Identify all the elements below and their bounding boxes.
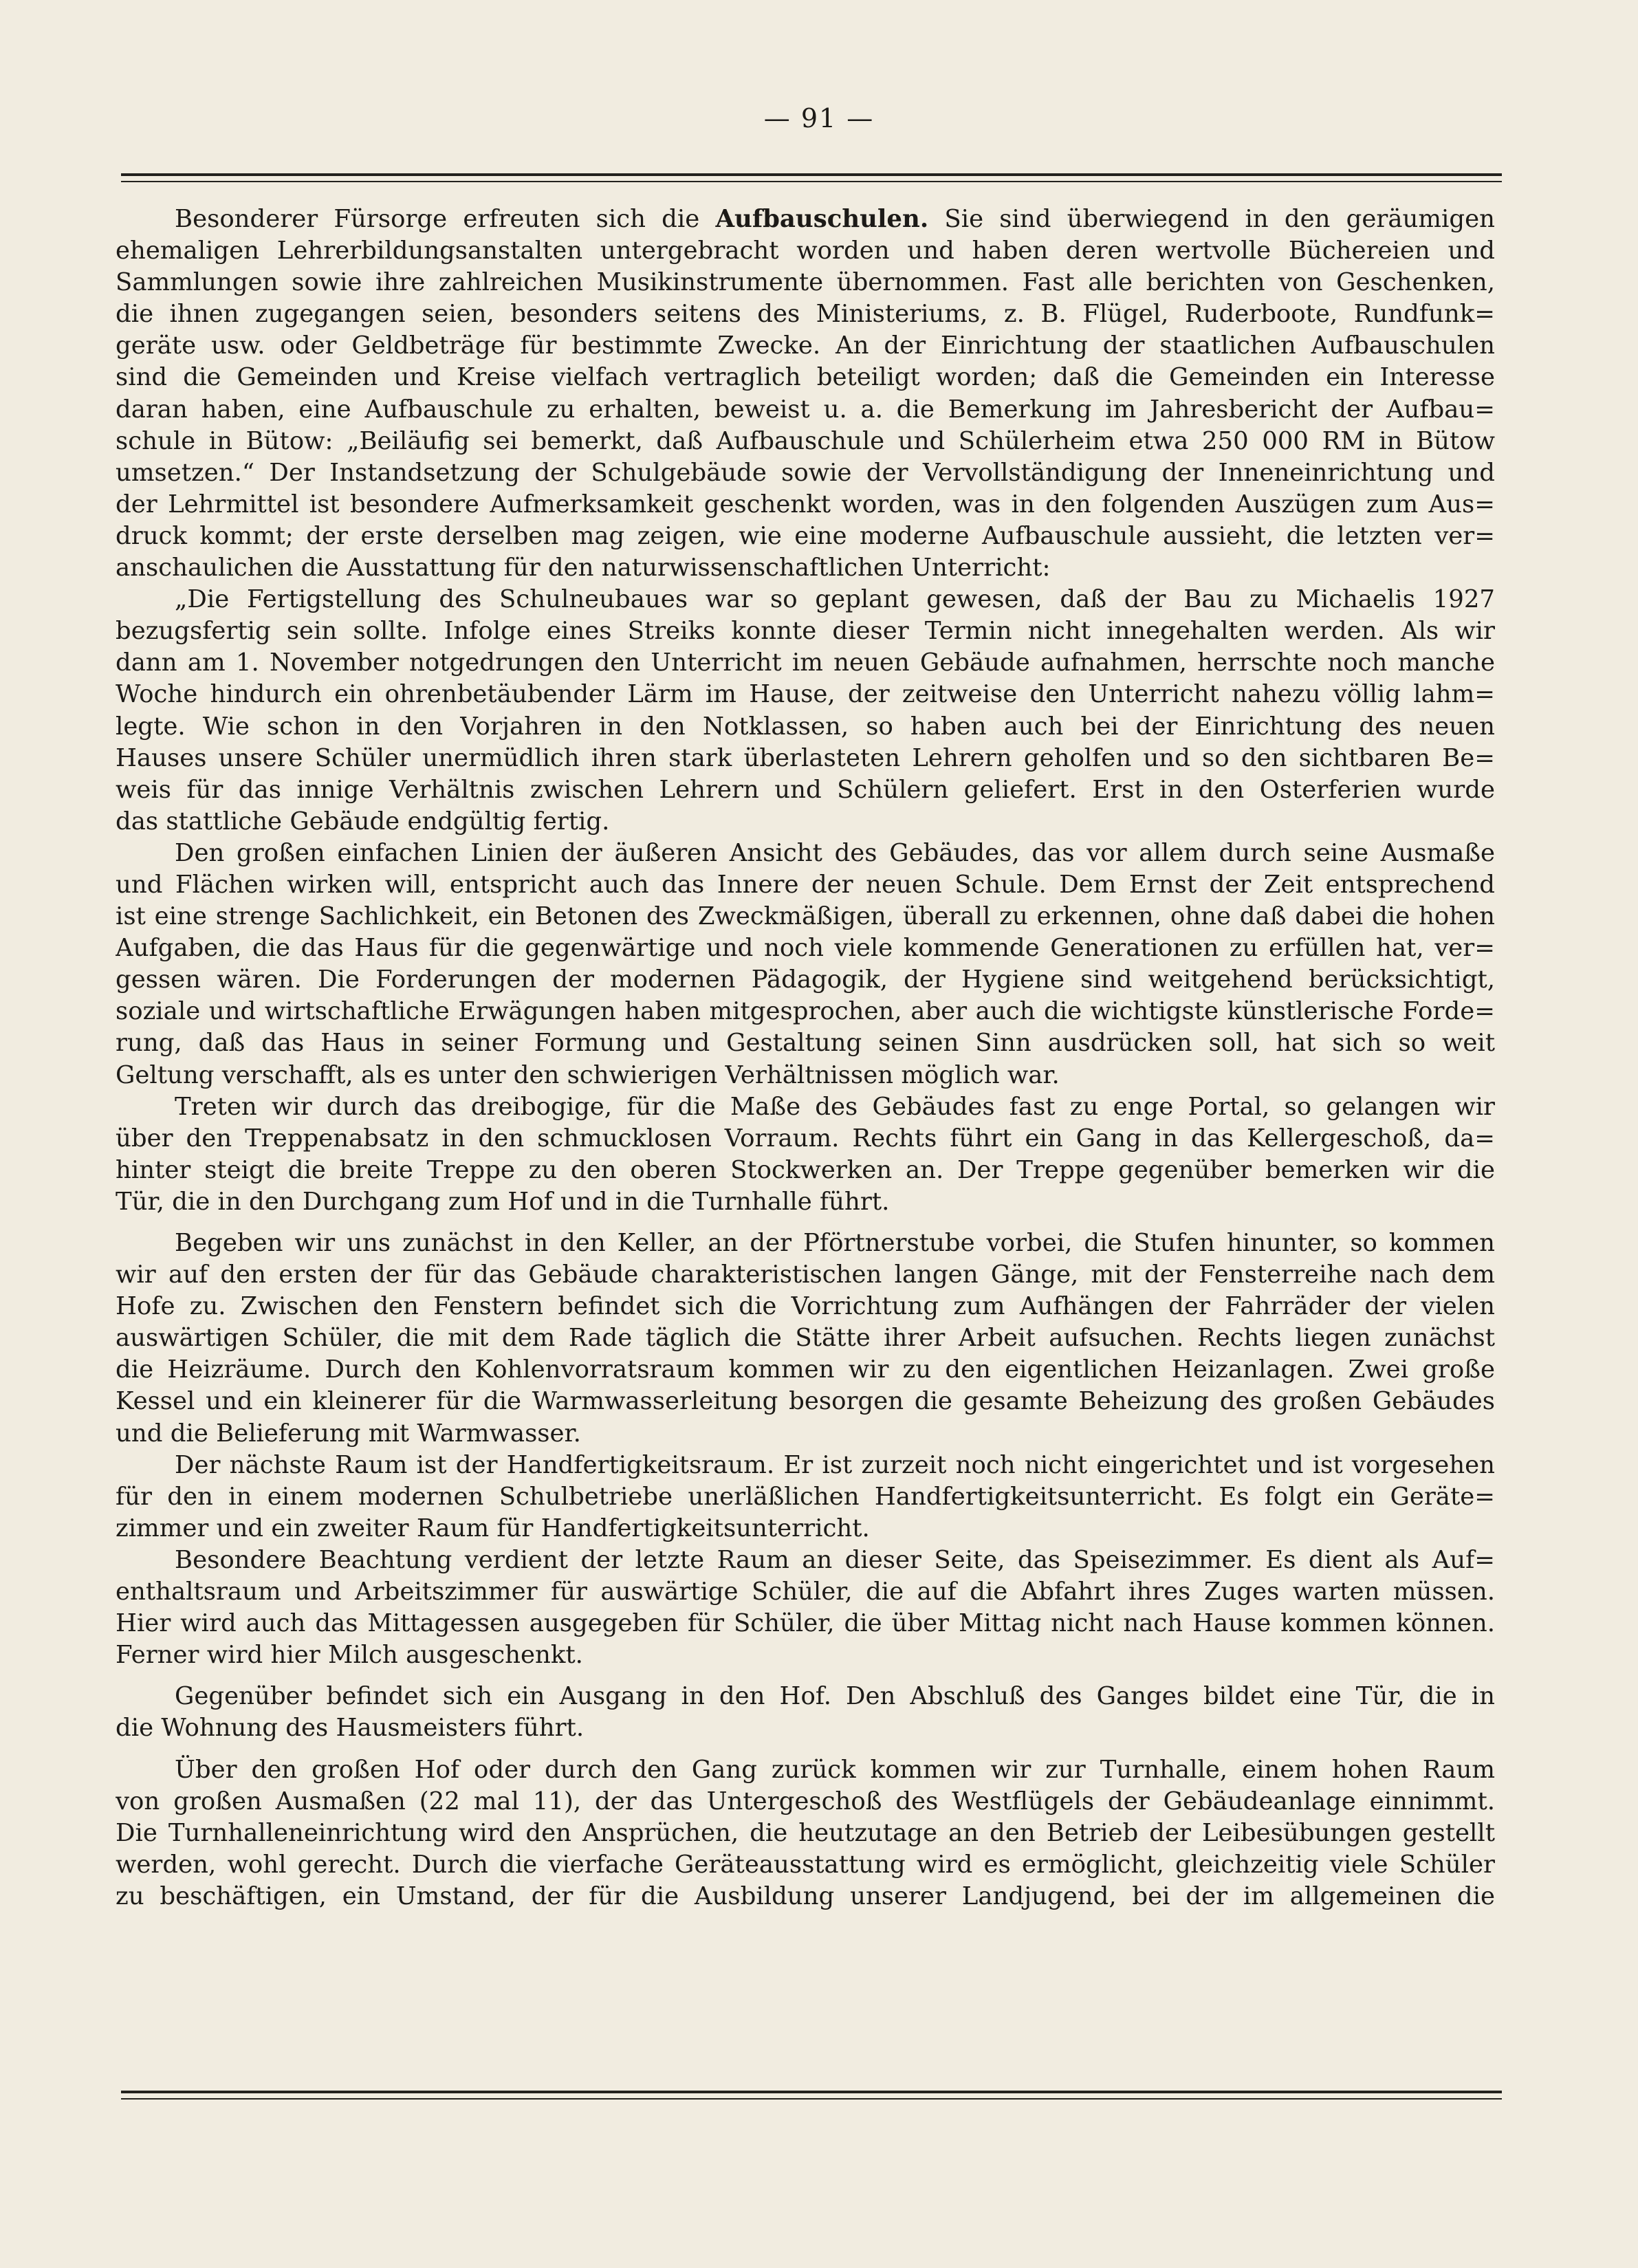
text-line bbox=[116, 1513, 1495, 1545]
text-line bbox=[116, 1786, 1495, 1818]
text-line bbox=[116, 489, 1495, 521]
text-line bbox=[116, 679, 1495, 710]
text-run: rung, daß das Haus in seiner Formung und Gestaltung seinen Sinn ausdrücken soll, hat sich so weit bbox=[116, 1029, 1495, 1058]
text-run: gessen wären. Die Forderungen der modernen Pädagogik, der Hygiene sind weitgehend berücksichtigt, bbox=[116, 966, 1495, 994]
text-run: Kessel und ein kleinerer für die Warmwasserleitung besorgen die gesamte Beheizung des großen Gebäudes bbox=[116, 1387, 1495, 1416]
text-line bbox=[116, 1091, 1495, 1123]
text-line bbox=[116, 711, 1495, 743]
text-run: zu beschäftigen, ein Umstand, der für die Ausbildung unserer Landjugend, bei der im allgemeinen die bbox=[116, 1882, 1495, 1910]
text-line bbox=[116, 394, 1495, 426]
text-run: der Lehrmittel ist besondere Aufmerksamkeit geschenkt worden, was in den folgenden Auszügen zum Aus= bbox=[116, 490, 1495, 519]
text-line bbox=[116, 204, 1495, 235]
text-line bbox=[116, 1027, 1495, 1059]
text-line bbox=[116, 1754, 1495, 1786]
text-run: daran haben, eine Aufbauschule zu erhalten, beweist u. a. die Bemerkung im Jahresbericht der Aufbau= bbox=[116, 395, 1495, 424]
text-run: über den Treppenabsatz in den schmucklosen Vorraum. Rechts führt ein Gang in das Kellergeschoß, da= bbox=[116, 1124, 1495, 1153]
text-run: hinter steigt die breite Treppe zu den oberen Stockwerken an. Der Treppe gegenüber bemerken wir die bbox=[116, 1155, 1495, 1184]
text-run: geräte usw. oder Geldbeträge für bestimmte Zwecke. An der Einrichtung der staatlichen Aufbauschulen bbox=[116, 331, 1495, 360]
footer-rule-thin bbox=[121, 2098, 1502, 2100]
text-run: Über den großen Hof oder durch den Gang zurück kommen wir zur Turnhalle, einem hohen Raum bbox=[175, 1755, 1495, 1784]
text-run: Woche hindurch ein ohrenbetäubender Lärm im Hause, der zeitweise den Unterricht nahezu völlig lahm= bbox=[116, 680, 1495, 709]
header-rule-thick bbox=[121, 173, 1502, 176]
text-line bbox=[116, 1418, 1495, 1450]
text-run: sind die Gemeinden und Kreise vielfach vertraglich beteiligt worden; daß die Gemeinden ein Interesse bbox=[116, 363, 1495, 392]
text-run: zimmer und ein zweiter Raum für Handfertigkeitsunterricht. bbox=[116, 1514, 870, 1542]
text-line bbox=[116, 521, 1495, 552]
text-line bbox=[116, 1186, 1495, 1218]
text-line bbox=[116, 838, 1495, 869]
text-run: Besonderer Fürsorge erfreuten sich die bbox=[175, 205, 716, 233]
text-run: die ihnen zugegangen seien, besonders seitens des Ministeriums, z. B. Flügel, Ruderboote, Rundfunk= bbox=[116, 300, 1495, 329]
text-run: druck kommt; der erste derselben mag zeigen, wie eine moderne Aufbauschule aussieht, die letzten ver= bbox=[116, 521, 1495, 550]
text-line bbox=[116, 1849, 1495, 1881]
text-line bbox=[116, 901, 1495, 933]
text-run: und die Belieferung mit Warmwasser. bbox=[116, 1419, 581, 1448]
text-line bbox=[116, 647, 1495, 679]
text-line bbox=[116, 457, 1495, 489]
text-line bbox=[116, 1576, 1495, 1608]
text-run: Geltung verschafft, als es unter den schwierigen Verhältnissen möglich war. bbox=[116, 1060, 1060, 1089]
text-run: Hier wird auch das Mittagessen ausgegeben für Schüler, die über Mittag nicht nach Hause kommen können. bbox=[116, 1609, 1495, 1638]
text-run: Tür, die in den Durchgang zum Hof und in die Turnhalle führt. bbox=[116, 1187, 890, 1216]
text-run: enthaltsraum und Arbeitszimmer für auswärtige Schüler, die auf die Abfahrt ihres Zuges warten müssen. bbox=[116, 1578, 1495, 1606]
text-run: wir auf den ersten der für das Gebäude charakteristischen langen Gänge, mit der Fensterreihe nach dem bbox=[116, 1261, 1495, 1289]
text-line bbox=[116, 298, 1495, 330]
text-run: Ferner wird hier Milch ausgeschenkt. bbox=[116, 1641, 583, 1670]
text-line bbox=[116, 330, 1495, 362]
text-run: die Wohnung des Hausmeisters führt. bbox=[116, 1714, 585, 1743]
page-number: — 91 — bbox=[763, 103, 875, 133]
text-line bbox=[116, 1481, 1495, 1513]
text-line bbox=[116, 964, 1495, 996]
text-line bbox=[116, 1608, 1495, 1639]
text-line bbox=[116, 552, 1495, 584]
text-line bbox=[116, 584, 1495, 615]
text-line bbox=[116, 1818, 1495, 1849]
text-line bbox=[116, 743, 1495, 774]
text-run: Der nächste Raum ist der Handfertigkeitsraum. Er ist zurzeit noch nicht eingerichtet und ist vorgesehen bbox=[175, 1450, 1495, 1479]
text-line bbox=[116, 267, 1495, 298]
text-line bbox=[116, 1155, 1495, 1186]
text-line bbox=[116, 1322, 1495, 1354]
text-run: ist eine strenge Sachlichkeit, ein Betonen des Zweckmäßigen, überall zu erkennen, ohne daß dabei die hohen bbox=[116, 902, 1495, 931]
text-run: von großen Ausmaßen (22 mal 11), der das Untergeschoß des Westflügels der Gebäudeanlage einnimmt. bbox=[116, 1787, 1495, 1816]
text-run: Aufgaben, die das Haus für die gegenwärtige und noch viele kommende Generationen zu erfüllen hat, ver= bbox=[116, 934, 1495, 963]
text-line bbox=[116, 1228, 1495, 1259]
text-line bbox=[116, 869, 1495, 901]
text-run: anschaulichen die Ausstattung für den naturwissenschaftlichen Unterricht: bbox=[116, 554, 1051, 582]
text-line bbox=[116, 235, 1495, 267]
text-line bbox=[116, 362, 1495, 393]
text-run: soziale und wirtschaftliche Erwägungen haben mitgesprochen, aber auch die wichtigste künstlerische Forde= bbox=[116, 997, 1495, 1026]
text-line bbox=[116, 1639, 1495, 1671]
text-run: auswärtigen Schüler, die mit dem Rade täglich die Stätte ihrer Arbeit aufsuchen. Rechts liegen zunächst bbox=[116, 1324, 1495, 1353]
text-run: Gegenüber befindet sich ein Ausgang in den Hof. Den Abschluß des Ganges bildet eine Tür, die in bbox=[175, 1682, 1495, 1711]
text-run: schule in Bütow: „Beiläufig sei bemerkt, daß Aufbauschule und Schülerheim etwa 250 000 RM in Bütow bbox=[116, 426, 1495, 455]
footer-rule-thick bbox=[121, 2091, 1502, 2093]
text-run: die Heizräume. Durch den Kohlenvorratsraum kommen wir zu den eigentlichen Heizanlagen. Zwei große bbox=[116, 1355, 1495, 1384]
text-line bbox=[116, 1712, 1495, 1744]
text-run: Treten wir durch das dreibogige, für die Maße des Gebäudes fast zu enge Portal, so gelangen wir bbox=[175, 1092, 1495, 1121]
text-line bbox=[116, 1881, 1495, 1912]
text-run: umsetzen.“ Der Instandsetzung der Schulgebäude sowie der Vervollständigung der Inneneinrichtung und bbox=[116, 458, 1495, 487]
text-run: Sammlungen sowie ihre zahlreichen Musikinstrumente übernommen. Fast alle berichten von Geschenken, bbox=[116, 268, 1495, 297]
text-line bbox=[116, 1681, 1495, 1712]
text-run: das stattliche Gebäude endgültig fertig. bbox=[116, 807, 610, 836]
text-line bbox=[116, 774, 1495, 806]
text-line bbox=[116, 615, 1495, 647]
header-rule-thin bbox=[121, 181, 1502, 182]
text-line bbox=[116, 1450, 1495, 1481]
text-run: dann am 1. November notgedrungen den Unterricht im neuen Gebäude aufnahmen, herrschte noch manche bbox=[116, 648, 1495, 677]
text-run: und Flächen wirken will, entspricht auch das Innere der neuen Schule. Dem Ernst der Zeit entsprechend bbox=[116, 870, 1495, 899]
text-run: Hofe zu. Zwischen den Fenstern befindet sich die Vorrichtung zum Aufhängen der Fahrräder der vielen bbox=[116, 1292, 1495, 1321]
text-line bbox=[116, 1259, 1495, 1291]
text-line bbox=[116, 1060, 1495, 1091]
text-line bbox=[116, 1123, 1495, 1155]
text-run: legte. Wie schon in den Vorjahren in den Notklassen, so haben auch bei der Einrichtung des neuen bbox=[116, 712, 1495, 741]
text-run: Sie sind überwiegend in den geräumigen bbox=[928, 205, 1495, 233]
text-run: werden, wohl gerecht. Durch die vierfache Geräteausstattung wird es ermöglicht, gleichzeitig viele Schüler bbox=[116, 1850, 1495, 1879]
text-run: Den großen einfachen Linien der äußeren Ansicht des Gebäudes, das vor allem durch seine Ausmaße bbox=[175, 838, 1495, 867]
text-line bbox=[116, 1354, 1495, 1386]
text-line bbox=[116, 933, 1495, 964]
text-line bbox=[116, 1386, 1495, 1417]
text-line bbox=[116, 806, 1495, 838]
text-run: Die Turnhalleneinrichtung wird den Ansprüchen, die heutzutage an den Betrieb der Leibesübungen gestellt bbox=[116, 1818, 1495, 1847]
text-run: Besondere Beachtung verdient der letzte Raum an dieser Seite, das Speisezimmer. Es dient als Auf= bbox=[175, 1545, 1495, 1574]
text-run: bezugsfertig sein sollte. Infolge eines Streiks konnte dieser Termin nicht innegehalten werden. Als wir bbox=[116, 617, 1495, 646]
text-line bbox=[116, 426, 1495, 457]
text-run: Hauses unsere Schüler unermüdlich ihren stark überlasteten Lehrern geholfen und so den sichtbaren Be= bbox=[116, 743, 1495, 772]
body-text bbox=[116, 204, 1495, 1912]
text-run: Begeben wir uns zunächst in den Keller, an der Pförtnerstube vorbei, die Stufen hinunter, so kommen bbox=[175, 1229, 1495, 1257]
text-line bbox=[116, 1291, 1495, 1322]
text-run: ehemaligen Lehrerbildungsanstalten untergebracht worden und haben deren wertvolle Büchereien und bbox=[116, 237, 1495, 265]
text-line bbox=[116, 1545, 1495, 1576]
text-run: weis für das innige Verhältnis zwischen Lehrern und Schülern geliefert. Erst in den Osterferien wurde bbox=[116, 775, 1495, 804]
text-line bbox=[116, 996, 1495, 1027]
emphasized-term: Aufbauschulen. bbox=[715, 205, 929, 233]
text-run: „Die Fertigstellung des Schulneubaues war so geplant gewesen, daß der Bau zu Michaelis 1927 bbox=[175, 585, 1495, 614]
text-run: für den in einem modernen Schulbetriebe unerläßlichen Handfertigkeitsunterricht. Es folgt ein Geräte= bbox=[116, 1482, 1495, 1511]
